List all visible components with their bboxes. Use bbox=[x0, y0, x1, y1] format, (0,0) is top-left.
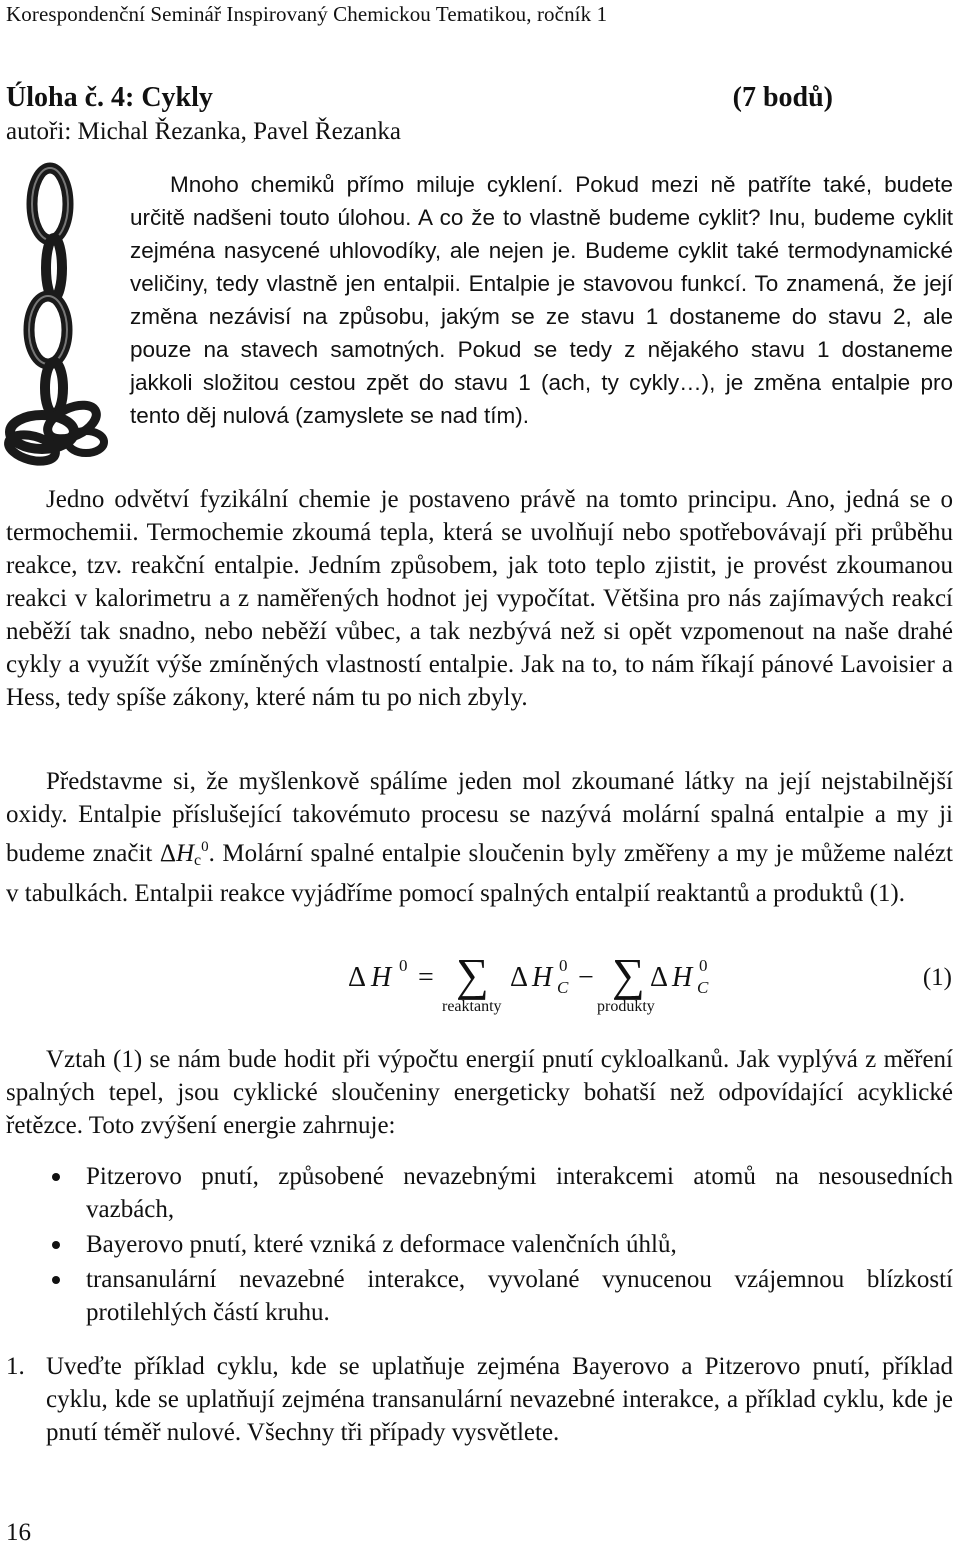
list-item bbox=[6, 1263, 953, 1329]
task-title: Úloha č. 4: Cykly bbox=[6, 82, 213, 113]
eq-under-reactants: reaktanty bbox=[442, 998, 502, 1015]
eq-minus: − bbox=[578, 962, 594, 993]
list-item bbox=[6, 1160, 953, 1226]
list-item-text: Bayerovo pnutí, které vzniká z deformace valenčních úhlů, bbox=[86, 1231, 677, 1258]
superscript-zero: 0 bbox=[201, 839, 209, 855]
sum-icon: ∑ bbox=[456, 949, 489, 1000]
equation-1 bbox=[0, 950, 960, 1020]
eq-lhs-h: H bbox=[371, 962, 392, 993]
eq-under-products: produkty bbox=[597, 998, 655, 1015]
subscript-c: c bbox=[194, 852, 202, 869]
eq-term1-sup: 0 bbox=[559, 956, 568, 975]
paragraph-thermochemistry: Jedno odvětví fyzikální chemie je postaveno právě na tomto principu. Ano, jedná se o termochemii. Termochemie zkoumá tepla, která se uvolňují nebo spotřebovávají při průběhu reakce, tzv. reakční entalpie. Jedním způsobem, jak toto teplo zjistit, je provést zkoumanou reakci v kalorimetru a z naměřených hodnot jej vypočítat. Většina pro nás zajímavých reakcí neběží tak snadno, nebo neběží vůbec, a tak nezbývá než si opět vzpomenout na naše drahé cykly a využít výše zmíněných vlastností entalpie. Jak na to, to nám říkají pánové Lavoisier a Hess, tedy spíše zákony, které nám tu po nich zbyly. bbox=[6, 486, 953, 711]
bullet-icon bbox=[52, 1241, 60, 1249]
delta-symbol: Δ bbox=[159, 840, 176, 867]
bullet-icon bbox=[52, 1173, 60, 1181]
paragraph-combustion-enthalpy bbox=[6, 765, 953, 910]
eq-equals: = bbox=[418, 962, 434, 993]
authors-line: autoři: Michal Řezanka, Pavel Řezanka bbox=[6, 118, 401, 145]
paragraph-text-part2: . Molární spalné entalpie sloučenin byly změřeny a my je můžeme nalézt v tabulkách. Entalpii reakce vyjádříme pomocí spalných entalpií reaktantů a produktů (1). bbox=[6, 840, 953, 907]
equation-number: (1) bbox=[922, 964, 952, 991]
list-item-text: transanulární nevazebné interakce, vyvolané vynucenou vzájemnou blízkostí protilehlých částí kruhu. bbox=[86, 1266, 953, 1326]
eq-lhs-delta: Δ bbox=[348, 962, 367, 993]
eq-term1-delta: Δ bbox=[510, 962, 529, 993]
eq-lhs-sup: 0 bbox=[399, 956, 408, 975]
eq-term1-sub: C bbox=[557, 978, 569, 997]
intro-paragraph: Mnoho chemiků přímo miluje cyklení. Pokud mezi ně patříte také, budete určitě nadšeni touto úlohou. A co že to vlastně budeme cyklit? Inu, budeme cyklit zejména nasycené uhlovodíky, ale nejen je. Budeme cyklit také termodynamické veličiny, tedy vlastně jen entalpii. Entalpie je stavovou funkcí. To znamená, že její změna nezávisí na způsobu, jakým se ze stavu 1 dostaneme do stavu 2, ale pouze na stavech samotných. Pokud se tedy z nějakého stavu 1 dostaneme jakkoli složitou cestou zpět do stavu 1 (ach, ty cykly…), je změna entalpie pro tento děj nulová (zamyslete se nad tím). bbox=[130, 172, 953, 428]
enthalpy-symbol: H bbox=[175, 840, 195, 867]
list-item bbox=[6, 1228, 953, 1261]
eq-term2-sub: C bbox=[697, 978, 709, 997]
strain-list bbox=[6, 1160, 953, 1331]
bullet-icon bbox=[52, 1276, 60, 1284]
chain-icon bbox=[2, 160, 114, 468]
question-1 bbox=[6, 1350, 953, 1449]
page-number: 16 bbox=[6, 1519, 31, 1546]
question-text: Uveďte příklad cyklu, kde se uplatňuje zejména Bayerovo a Pitzerovo pnutí, příklad cyklu, kde se uplatňují zejména transanulární nevazebné interakce, a příklad cyklu, kde je pnutí téměř nulové. Všechny tři případy vysvětlete. bbox=[46, 1353, 953, 1446]
eq-term2-delta: Δ bbox=[650, 962, 669, 993]
paragraph-text-part1: Představme si, že myšlenkově spálíme jeden mol zkoumané látky na její nejstabilnější oxidy. Entalpie příslušející takovémuto procesu se nazývá molární spalná entalpie a my ji budeme značit bbox=[6, 768, 953, 867]
eq-term1-h: H bbox=[532, 962, 553, 993]
list-item-text: Pitzerovo pnutí, způsobené nevazebnými interakcemi atomů na nesousedních vazbách, bbox=[86, 1163, 953, 1223]
running-header: Korespondenční Seminář Inspirovaný Chemickou Tematikou, ročník 1 bbox=[6, 2, 608, 26]
question-number: 1. bbox=[6, 1353, 25, 1380]
paragraph-strain: Vztah (1) se nám bude hodit při výpočtu energií pnutí cykloalkanů. Jak vyplývá z měření spalných tepel, jsou cyklické sloučeniny energeticky bohatší než odpovídající acyklické řetězce. Toto zvýšení energie zahrnuje: bbox=[6, 1046, 953, 1139]
task-points: (7 bodů) bbox=[732, 82, 833, 113]
eq-term2-h: H bbox=[672, 962, 693, 993]
eq-term2-sup: 0 bbox=[699, 956, 708, 975]
sum-icon: ∑ bbox=[612, 949, 645, 1000]
